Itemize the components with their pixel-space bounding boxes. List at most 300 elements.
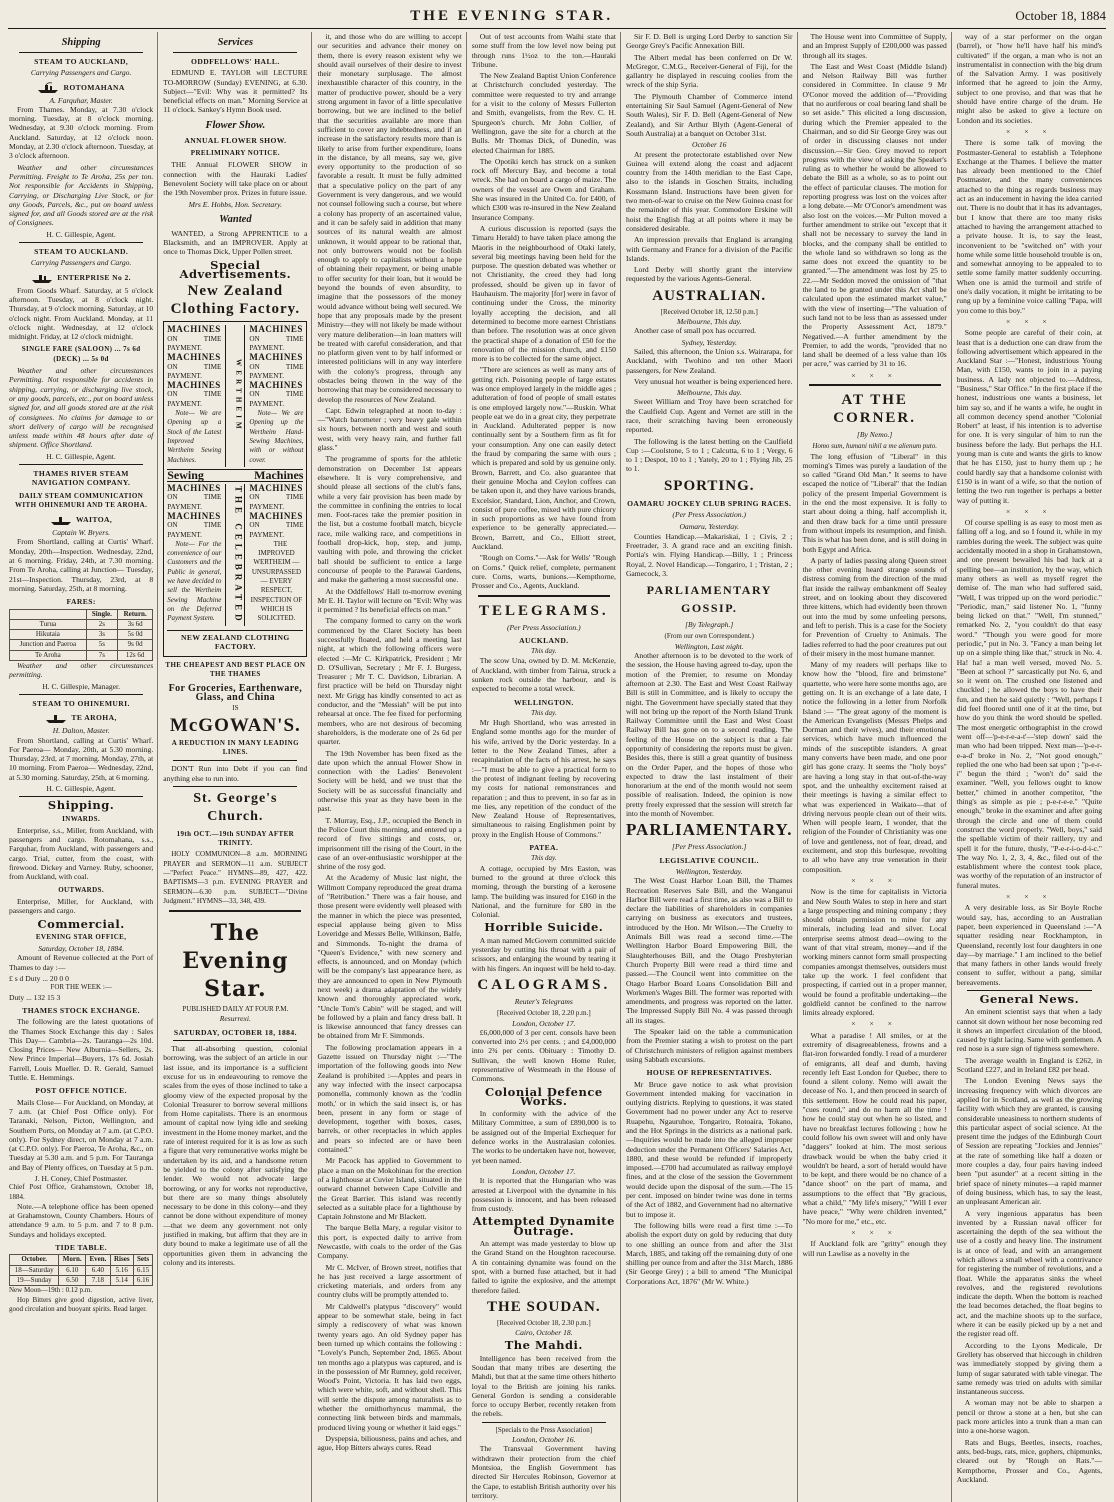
table-cell: 3s 6d xyxy=(118,619,153,629)
table-cell: 12s 6d xyxy=(118,650,153,660)
rule xyxy=(19,464,143,465)
subsection-head: POST OFFICE NOTICE. xyxy=(35,1086,127,1096)
payment-label: ON TIME PAYMENT. xyxy=(249,334,304,352)
table-cell: 3s xyxy=(86,630,117,640)
table-cell: Junction and Paeroa xyxy=(10,640,87,650)
table-row xyxy=(10,609,153,619)
column-5 xyxy=(625,32,798,1502)
duty-today: £ s d Duty ... 20 0 0 xyxy=(9,974,69,984)
column-4 xyxy=(471,32,621,1502)
box-note: Note— For the convenience of our Customers and the Public in general, we have decided to sell the Wertheim Sewing Machine on the Deferred Payment System. xyxy=(167,539,222,623)
table-cell: 5s xyxy=(86,640,117,650)
gossip-corr: (From our own Correspondent.) xyxy=(664,632,754,641)
box-note: Note— We are Opening up the Wertheim Hand-Sewing Machines, with or without cover. xyxy=(249,409,304,464)
news-item: £6,000,000 of 3 per cent. consols have been converted into 2½ per cents. ; and £4,000,000 into 2¾ per cents. Obituary : Timothy D. Sullivan, the well known Home Ruler, representative of Westmeath in the House of Commons. xyxy=(471,1027,616,1084)
dateline: London, October 17. xyxy=(512,1166,576,1176)
machines-label: Machines xyxy=(254,467,304,482)
news-item: The House went into Committee of Supply, and an Imprest Supply of £200,000 was passed through all its stages. xyxy=(802,32,947,60)
soudan-head: THE SOUDAN. xyxy=(487,1298,601,1315)
dateline: Sydney, Yesterday. xyxy=(681,337,737,347)
received-note: [Received October 18, 2.20 p.m.] xyxy=(496,1009,591,1018)
news-item: A woman may not be able to sharpen a pencil or throw a stone at a hen, but she can pack more articles into a trunk than a man can into a one-horse wagon. xyxy=(956,1398,1102,1436)
payment-label: ON TIME PAYMENT. xyxy=(167,334,222,352)
ad-text: WANTED, a Strong APPRENTICE to a Blacksmith, and an IMPROVER. Apply at once to Thomas Dick, Upper Pollen street. xyxy=(163,228,308,257)
news-head: The Mahdi. xyxy=(504,1338,583,1353)
table-header: Even. xyxy=(86,1255,111,1265)
signature: Mrs E. Hobbs, Hon. Secretary. xyxy=(188,199,283,209)
news-item: Dyspepsia, biliousness, pains and aches, and ague, Hop Bitters always cures. Read xyxy=(317,1433,462,1453)
table-cell: Hikutaia xyxy=(10,630,87,640)
payment-label: ON TIME PAYMENT. xyxy=(249,390,304,408)
table-cell: 6.15 xyxy=(133,1265,152,1275)
table-cell: 2s xyxy=(86,619,117,629)
gossip-by: [By Telegraph.] xyxy=(685,620,734,630)
news-item: The following proclamation appears in a Gazette issued on Thursday night :—"The importation of the following goods into New Zealand is prohibited :—Apples and pears in any way infected with the insect carpocapsa pomonella, commonly known as the 'codlin moth,' or in which the said insect is, or has been, present in any form or stage of development, together with boxes, cases, barrels, or other receptacles in which apples and pears so infected are or have been contained." xyxy=(317,1042,462,1155)
dateline: Melbourne, This day. xyxy=(676,317,742,327)
dateline: Cairo, October 18. xyxy=(515,1328,573,1338)
table-header: Return. xyxy=(118,609,153,619)
news-item: The East and West Coast (Middle Island) and Nelson Railway Bill was further considered in Committee. In clause 9 Mr O'Conor moved the addition of—"Providing that no auriferous or coal bearing land shall be so set aside." This elicited a long discussion, during which the Premier appealed to the Chairman, and so did Sir George Grey was out of order in discussing clauses not under discussion.—Sir Geo. Grey moved to report progress with the view of asking the Speaker's ruling as to whether he would be allowed to debate the Bill as a whole, so as to point out the effect of particular clauses. The motion for reporting progress was lost on the voices after a long debate.—Mr O'Conor's amendment was also lost on the voices.—Mr Pulton moved a further amendment to strike out "except that it shall not be necessary to survey the land in blocks, and the company shall be entitled to the whole land so withdrawn so long as the same does not exceed the quantity to be granted."—The amendment was lost by 25 to 22.—Mr Seddon moved the omission of "that the land to be granted under this Act shall be calculated upon the estimated market value," with the view of inserting—"The valuation of such land not to be less than as assessed under the Property Assessment Act, 1879." Negatived.—A further amendment by the Premier, to add the words, "provided that no land shall be deemed of a less value than 10s per acre," was carried by 31 to 16. xyxy=(802,61,947,369)
news-item: Out of test accounts from Waihi state that some stuff from the low level now being put through runs 1½oz to the ton.—Hauraki Tribune. xyxy=(471,32,616,69)
agent-sign: H. C. Gillespie, Manager. xyxy=(42,681,121,691)
ship-name-text: ENTERPRISE No 2. xyxy=(57,272,131,282)
payment-label: ON TIME PAYMENT. xyxy=(249,493,304,511)
separator-marks: × × × xyxy=(851,875,898,885)
ad-subhead: A REDUCTION IN MANY LEADING LINES. xyxy=(171,738,299,756)
news-item: The Opotiki ketch has struck on a sunken rock off Mercury Bay, and become a total wreck. She had on board a cargo of maize. The owners of the vessel are Owen and Graham. She was insured in the United Co. for £400, of which £300 was re-insured in the New Zealand Insurance Company. xyxy=(471,156,616,222)
clothing-factory-footer: NEW ZEALAND CLOTHING FACTORY. xyxy=(167,630,303,652)
machine-label: MACHINES xyxy=(249,380,303,391)
dateline: London, October 17. xyxy=(512,1018,576,1028)
paper-date: SATURDAY, OCTOBER 18, 1884. xyxy=(173,1027,297,1037)
table-row xyxy=(10,640,153,650)
ship-master: H. Dalton, Master. xyxy=(52,726,110,736)
machine-label: MACHINES xyxy=(249,324,303,335)
news-head: Colonial Defence Works. xyxy=(484,1084,603,1108)
celebrated-vertical: THE CELEBRATED xyxy=(225,484,245,625)
table-cell: 9s 0d xyxy=(118,640,153,650)
separator-marks: × × × xyxy=(1006,126,1053,136)
tide-table xyxy=(9,1254,153,1286)
column-text: Many of my readers will perhaps like to know how the "blood, fire and brimstone" quartette, who were here some months ago, are getting on. It is an exchange of a late date, I notice the following in a letter from Norfolk Island :— "The great agony of the moment is the American Evangelists (Messrs Phelps and Dorman and their wives), and their emotional services, which have much influenced the minds of the susceptible islanders. A great many converts have been made, and one poor girl has gone crazy. It seems the "holy boys" are having a long stay in that out-of-the-way spot, and the unhealthy excitement raised at their meetings is having a similar effect to what was experienced in Waikato—that of driving nervous people clean out of their wits. When will people learn, I wonder, that the religion of the Founder of Christianity was one of love and gentleness, not of fear, dread, and excitement, and stop this burlesque, revolting to all who have any true veneration in their composition. xyxy=(802,660,947,874)
column-2 xyxy=(162,32,312,1502)
telegrams-head: TELEGRAMS. xyxy=(479,602,609,619)
table-cell: 6.10 xyxy=(59,1265,86,1275)
machine-right xyxy=(249,484,303,625)
table-row xyxy=(10,619,153,629)
steamship-icon xyxy=(37,82,59,94)
ad-head: STEAM TO AUCKLAND, xyxy=(34,57,129,66)
news-item: Intelligence has been received from the Soudan that many tribes are deserting the Mahdi, but that at the same time others hitherto loyal to the British are joining his ranks. General Gordon is sending a considerable force to occupy Berber, recently retaken from the rebels. xyxy=(471,1353,616,1419)
table-header: Morn. xyxy=(59,1255,86,1265)
rule xyxy=(173,760,297,761)
machine-row xyxy=(167,325,303,466)
rule xyxy=(967,990,1092,991)
news-item: At the Academy of Music last night, the Willmott Company reproduced the great drama of "Retribution." There was a fair house, and those present were evidently well pleased with the manner in which the piece was presented, especial applause being given to Miss Loveridge and Messrs Belle, Wilkinson, Balfe, and Simmonds. To-night the drama of "Queen's Evidence," with new scenery and effects, is announced, and on Monday (which will be the company's last appearance here, as they are announced to open in New Plymouth next week) a drama adaptation of the widely known and thoroughly appreciated work, "Uncle Tom's Cabin" will be staged, and will be followed by a plain and fancy dress ball. It is likewise announced that fancy dresses can be obtained from Mr F. Simmonds. xyxy=(317,873,462,1041)
table-cell: 6.16 xyxy=(133,1275,152,1285)
reuter-label: Reuter's Telegrams xyxy=(514,996,573,1006)
fares-head: FARES: xyxy=(66,597,96,607)
box-note: Note— We are Opening up a Stock of the Latest Improved Wertheim Sewing Machines. xyxy=(167,409,222,464)
payment-label: ON TIME PAYMENT. xyxy=(167,493,222,511)
ship-master: Captain W. Bryers. xyxy=(52,528,111,538)
news-item: The following is the latest betting on the Caulfield Cup :—Coolstone, 5 to 1 ; Calcutta, 6 to 1 ; Vergy, 6 to 1 ; Despot, 10 to 1 ; Yately, 20 to 1 ; Flying Jib, 25 to 1. xyxy=(625,436,793,474)
news-item: The New Zealand Baptist Union Conference at Christchurch concluded yesterday. The committee were requested to try and arrange for a visit to the colony of Messrs Fullerton and Smith, evangelists, from the Rev. C. H. Spurgeon's church. Mr John Collier, of Wellington, gave the site for a church at the Bulls. Mr Thomas Dick, of Dunedin, was elected Chairman for 1885. xyxy=(471,71,616,155)
column-text: There is some talk of moving the Postmaster-General to establish a Telephone Exchange at the Thames. I believe the matter has already been mentioned to the Chief Postmaster, and the many conveniences attached to the thing as regards business may act as an inducement in having the idea carried out. There is no doubt that it has its advantages, but I know that there are too many risks attached to having the arrangement attached to a private house. It is, to say the least, inconvenient to be "switched on" with your home while some little household trouble is on, and somewhat annoying to be appealed to to settle some family matter suddenly occurring. When one is amid the turmoil and strife of one's daily vocation, it might be irritating to be rung up by a feminine voice calling "Papa, will you come to this boy." xyxy=(956,138,1102,315)
table-cell: Turua xyxy=(10,619,87,629)
ad-text: THE Annual FLOWER SHOW in connection with the Hauraki Ladies' Benevolent Society will take place on or about the 19th November prox. Prizes in future issue. xyxy=(163,160,308,198)
corner-head: AT THE CORNER. xyxy=(833,391,917,426)
schedule-text: From Thames. Monday, at 7.30 o'clock morning. Tuesday, at 8 o'clock morning. Wednesday, at 9.30 o'clock morning. From Auckland. Saturday, at 12 o'clock noon. Monday, at 2.30 o'clock afternoon. Tuesday, at 3 o'clock afternoon. xyxy=(9,104,154,161)
news-item: The average wealth in England is £262, in Scotland £227, and in Ireland £82 per head. xyxy=(956,1055,1102,1075)
news-item: The following bills were read a first time :—To abolish the export duty on gold by reducing that duty to one shilling an ounce from and after the 31st March, 1885, and taking off the remaining duty of one shilling per ounce from and after the 31st March, 1886 (Sir George Grey) ; a bill to amend "The Municipal Corporations Act, 1876" (Mr W. White.) xyxy=(625,1220,793,1286)
received-note: [Received October 18, 12.50 p.m.] xyxy=(660,307,758,316)
column-text: The long effusion of "Liberal" in this morning's Times was purely a laudation of the so called "Grand Old Man." It seems to have escaped the notice of "Liberal" that the Indian policy of the present Imperial Government is in the end the most expensive. It is folly to start about doing a thing, half accomplish it, and then draw back for a time until pressure from without impels its resumption, and finish. This is what has been done, and is still doing in both Egypt and Africa. xyxy=(802,451,947,554)
schedule-text: From Goods Wharf. Saturday, at 5 o'clock afternoon. Tuesday, at 8 o'clock night. Thursday, at 9 o'clock morning. Saturday, at 10 o'clock night. From Auckland. Monday, at 11 o'clock night. Wednesday, at 12 o'clock midnight. Friday, at 12 o'clock midnight. xyxy=(9,285,154,342)
agent-sign: H. C. Gillespie, Agent. xyxy=(46,229,116,239)
news-item: Another case of small pox has occurred. xyxy=(633,326,757,336)
column-text: If Auckland folk are "gritty" enough they will run Lawlise as a novelty in the xyxy=(802,1239,947,1258)
ship-master: A. Farquhar, Master. xyxy=(49,95,113,105)
news-item: Very unusual hot weather is being experienced here. xyxy=(633,376,793,386)
ad-head: STEAM TO AUCKLAND. xyxy=(34,247,129,257)
rule xyxy=(19,52,143,53)
machine-left xyxy=(167,484,221,625)
table-cell: 5.16 xyxy=(110,1265,133,1275)
table-cell: 19—Sunday xyxy=(10,1275,59,1285)
news-item: The Transvaal Government having withdrawn their protection from the chief Montsioa, the English Government has directed Sir Hercules Robinson, Governor at the Cape, to establish British authority over his territory. xyxy=(471,1444,616,1500)
masthead xyxy=(8,4,1106,29)
column-7 xyxy=(956,32,1106,1502)
news-item: Sweet William and Troy have been scratched for the Caulfield Cup. Agent and Vernet are still in the race, their scratching having been erroneously reported. xyxy=(625,397,793,435)
news-item: A man named McGovern committed suicide yesterday by cutting his throat with a pair of scissors, and enlarging the wound by tearing it with his fingers. An inquest will be held to-day. xyxy=(471,935,616,973)
machine-label: MACHINES xyxy=(249,352,303,363)
separator-marks: × × × xyxy=(1006,892,1053,902)
table-row xyxy=(10,630,153,640)
news-item: "Rough on Corns."—Ask for Wells' "Rough on Corns." Quick relief, complete, permanent cure. Corns, warts, bunions.—Kempthorne, Prosser and Co., Agents, Auckland. xyxy=(471,553,616,591)
dateline: Wellington, Yesterday. xyxy=(675,866,743,876)
column-text: A party of ladies passing along Queen street the other evening heard strange sounds of distress coming from the direction of the mud flat inside the railway embankment off Sealey street, and on looking about they discovered three kittens, which had evidently been thrown out into the mud by some unfeeling persons, and left to perish. This is a case for the Society for Prevention of Cruelty to Animals. The ladies referred to had the poor creatures put out of their misery in the most humane manner. xyxy=(802,555,947,658)
machine-label: MACHINES xyxy=(249,483,303,494)
news-item: T. Murray, Esq., J.P., occupied the Bench in the Police Court this morning, and entered up a record of five sittings and costs, or, imprisonment till the rising of the Court, in the case of an over-enthusiastic worshipper at the shrine of the rosy god. xyxy=(317,815,462,872)
news-item: The Albert medal has been conferred on Dr W. McGregor, C.M.G., Receiver-General of Fiji, for the gallantry he displayed in rescuing coolies from the wreck of the ship Syria. xyxy=(625,52,793,90)
rule xyxy=(19,242,143,243)
table-cell: 5s 0d xyxy=(118,630,153,640)
column-text: Now is the time for capitalists in Victoria and New South Wales to step in here and start a large prospecting and mining company ; they should obtain permission to mine for any minerals, including lead and silver. Local enterprise seems almost dead—owing to the want of that vital stream, money—and if the working miners cannot form small prospecting companies amongst themselves, outsiders must take up the work. I feel confident that prospecting, if carried out in a proper manner, would be found a profitable undertaking—the goldfield cannot be confined to the narrow limits already explored. xyxy=(802,887,947,1018)
news-item: It is reported that the Hungarian who was arrested at Liverpool with the dynamite in his possession is innocent, and has been released from custody. xyxy=(471,1176,616,1214)
machine-label: MACHINES xyxy=(167,510,221,521)
table-header xyxy=(10,609,87,619)
separator-marks: × × × xyxy=(851,1019,898,1029)
news-item: Counties Handicap.—Makariskai, 1 ; Civis, 2 ; Freetrader, 3. A grand race and an exciting finish. Portia's win. Flying Handicap.—Billy, 1 ; Princess Royal, 2. Novel Handicap.—Tongariro, 1 ; Tristan, 2 ; Gamecock, 3. xyxy=(625,531,793,578)
dateline: Oamaru, Yesterday. xyxy=(679,522,739,532)
news-item: An attempt was made yesterday to blow up the Grand Stand on the Houghton racecourse. A tin containing dynamite was found on the spot, with a burned fuse attached, but it had failed to ignite the explosive, and the attempt therefore failed. xyxy=(471,1239,616,1295)
section-head: Commercial. xyxy=(37,916,125,931)
column-text: Of course spelling is as easy to most men as falling off a log, and so I found it, while in my rambles during the week. The subject was quite accidentally mooted in a shop in Grahamstown, and one present bewailed his bad luck at a spelling bee—an institution, by the way, which many others as well as myself regret the demise of. The man who had suffered said, "Well, I was tripped up on the word periodic." "Periodic, man," said listener No. 1, "funny being licked on that." "Well, I'm stunned," remarked No. 2, "you couldn't do that easy word." "Though you were good for more periodic," put in No. 3. "Fancy a man being let up on a simple thing like that," struck in No. 4. Ha! ha! a man well versed, moved No. 5. "Been at school ?" sarcastically put No. 6, and so it went on. The crushed one listened and chuckled ; he allowed the boys to have their fun, and then he said quietly : "Well, perhaps I did feel floored until one of it at the time, but how do you think the word should be spelled. The most energetic orthographist in the crowd went off—'p-e-r-e-a-t'—'step down' said the man who had been tripped. Next man—'p-e-r-e-a-d' broke in No. 2, "Not good enough," replied the one who had been sat upon ; "p-e-r-i" begun the third ; "won't do" said the examiner. "Well, you fellows ought to know better," chimed in another competitor, "the thing's as simple as pie ; p-e-r-e-e." "Quite enough," broke in the examiner and after going through the circle and one of them could construct the word properly. "Well, boys," said the spellable victim of their raillery, try and spell it for the future, thusly, "P-e-r-i-o-d-i-c." The way No. 1, 2, 3, 4, &c., filed out of the establishment where the contest took place, was worthy of the reputation of an instructor of funeral mutes. xyxy=(956,518,1102,890)
agent-sign: H. C. Gillespie, Agent. xyxy=(46,451,116,461)
separator-marks: × × × xyxy=(1006,506,1053,516)
dateline: Wellington, Last night. xyxy=(674,641,744,651)
section-head: Special Advertisements. xyxy=(179,257,292,282)
news-item: The West Coast Harbor Loan Bill, the Thames Recreation Reserves Sale Bill, and the Wanganui Harbor Bill were read a first time, as also was a Bill to declare the liabilities of shareholders in companies carrying on business as executors and trustees, introduced by the Hon. Mr Wilson.—The Cruelty to Animals Bill was read a second time.—The Wellington Harbor Board Empowering Bill, the Slaughterhouses Bill, and the Otago Presbyterian Church Property Bill were read a third time and passed.—The Council went into committee on the Otago Harbor Board Loans Consolidation Bill and Workmen's Wages Bill. The former was reported with amendments, and progress was reported on the latter. The Impressed Supply Bill No. 4 was passed through all its stages. xyxy=(625,876,793,1025)
wertheim-vertical: WERTHEIM xyxy=(225,325,245,466)
ad-note: Weather and other circumstances Permitting. Freight to Te Aroha, 25s per ton. Not responsible for Accidents in Shipping, Carrying, or Discharging Live Stock, or for any Goods, Parcels, &c., put on board unless signed for, and all Goods stored are at the risk of Consignees. xyxy=(9,162,154,228)
masthead-date: October 18, 1884 xyxy=(1015,8,1106,23)
rule xyxy=(19,796,143,797)
column-3 xyxy=(316,32,466,1502)
news-item: The Speaker laid on the table a communication from the Premier stating a wish to protest on the part of Christchurch ministers of religion against members using Sabbath excursions. xyxy=(625,1027,793,1064)
corner-motto: Homo sum, humani nihil a me alienum puto. xyxy=(812,442,937,451)
news-item: A curious discussion is reported (says the Timaru Herald) to have taken place among the Maoris in the neighbourhood of Otaki lately, several big meetings having been held for the purpose. The question debated was whether or not Christianity, the creed they had long professed, should be given up in favor of Hauhauism. The majority [for] were in favor of continuing under the Cross, the minority loyally accepting the decision, and all determined to become more earnest Christians than before. The resolution was at once given the practical shape of a donation of £50 for the renovation of the mission church, and £150 more is to be collected for the same object. xyxy=(471,223,616,364)
agent-sign: H. C. Gillespie, Agent. xyxy=(46,784,116,793)
rule xyxy=(173,52,297,53)
news-item: The scow Una, owned by D. M. McKenzie, of Auckland, with timber from Tairua, struck a sunken rock outside the harbour, and is expected to become a total wreck. xyxy=(471,656,616,694)
body-text: Amount of Revenue collected at the Port of Thames to day :— xyxy=(9,953,154,972)
section-head: Services xyxy=(217,37,254,48)
church-text: HOLY COMMUNION—8 a.m. MORNING PRAYER and SERMON—11 a.m. SUBJECT—"Perfect Peace." HYMNS—89, 427, 422. BAPTISMS—3 p.m. EVENING PRAYER and SERMON—6.30 p.m. SUBJECT—"Divine Judgment." HYMNS—33, 348, 439. xyxy=(163,850,308,905)
subsection-head: EVENING STAR OFFICE, xyxy=(35,932,127,941)
news-item: Sailed, this afternoon, the Union s.s. Wairarapa, for Auckland, with Twohino and ten other Maori passengers, for New Zealand. xyxy=(625,346,793,375)
separator-marks: × × × xyxy=(851,370,898,380)
section-head: Flower Show. xyxy=(205,119,266,131)
column-text: way of a star performer on the organ (barrel), or "how he'll have half his mind's cultivated" if the organ, a man who is not an instrumentalist in connection with the big drum of the Salvation Army. I was positively informed that he agreed to join the Army, subject to one proviso, and that was that he should have entire charge of the drum. He might also be asked to give a lecture on London and its societies. xyxy=(956,32,1102,125)
subsection-head: OUTWARDS. xyxy=(58,885,105,894)
dateline-head: PATEA. xyxy=(529,843,559,853)
rule xyxy=(19,694,143,695)
table-header: October. xyxy=(10,1255,59,1265)
ship-name xyxy=(9,272,153,284)
section-head: Shipping xyxy=(61,37,101,48)
table-row xyxy=(10,650,153,660)
schedule-text: From Shortland, calling at Curtis' Wharf. Monday, 20th—Inspection. Wednesday, 22nd, at 6 morning. Friday, 24th, at 7.30 morning. From Te Aroha, calling at Junction— Tuesday, 21st—Inspection. Thursday, 23rd, at 8 morning. Saturday, 25th, at 8 morning. xyxy=(9,537,154,593)
editorial-text: That all-absorbing question, colonial borrowing, was the subject of an article in our last issue, and its importance is a sufficient excuse for us in endeavouring to remove the scales from the eyes of those inclined to take a gloomy view of the expected proposal by the Colonial Treasurer to borrow several millions from Home capitalists. There is an enormous amount of capital now lying idle and seeking investment in the Home money market, and the rate of interest required for it is as low as such a figure that very remunerative works might be undertaken by its aid, and a handsome return be yielded to the colony after satisfying the lender. We would not advocate large borrowing, or any for works not reproductive, but there are so many things absolutely necessary to be done in this colony—and they cannot be done without expenditure of money—that we deem any government not only justified in making, but affirm that they are in duty bound to make a legitimate use of all the opportunities given them in advancing the colony and its interests. xyxy=(163,1044,308,1267)
ship-name xyxy=(9,82,153,94)
machine-row xyxy=(167,484,303,625)
table-cell: 7.18 xyxy=(86,1275,111,1285)
paper-subtitle: PUBLISHED DAILY AT FOUR P.M. xyxy=(182,1005,289,1014)
table-row xyxy=(10,1265,153,1275)
machine-label: MACHINES xyxy=(167,352,221,363)
payment-label: ON TIME PAYMENT. xyxy=(249,521,304,539)
dateline: Chief Post Office, Grahamstown, October 18, 1884. xyxy=(9,1183,154,1201)
council-head: LEGISLATIVE COUNCIL. xyxy=(659,855,759,865)
dateline: This day. xyxy=(531,647,557,656)
column-text: Some people are careful of their coin, at least that is a deduction one can draw from the following advertisement which appeared in the Auckland Star :—"Honest, industrious Young Man, with £150, wants to join in a paying business. A lady not objected to.—Address, "Business," Star Office." In the first place if the honest, industrious one wants a business, let him say so, and if he wants a wife, he ought in all common decency spend another "Colonial Robert" at least, if his intention is to advertise for one. It is very singular of him to run the business before the lady. But perhaps the H.I. young man is cute and wants the girls to know that he has £150, just to hurry them up ; he could hardly say that a handsome colonist with £150 is in want of a wife, so that the notion of letting the two run together is perhaps a better way of putting it. xyxy=(956,328,1102,505)
press-assoc: (Per Press Association.) xyxy=(672,510,747,520)
body-text: Enterprise, s.s., Miller, from Auckland, with passengers and cargo. Rotomahana, s.s., Farquhar, from Auckland, with passengers and cargo. Trial, cutter, from the coast, with firewood. Dickey and Varney. Ruby, schooner, from Auckland, with coal. xyxy=(9,825,154,882)
calograms-head: CALOGRAMS. xyxy=(477,976,611,993)
section-head: Shipping. xyxy=(47,798,115,813)
ad-head: THE CHEAPEST AND BEST PLACE ON THE THAMES xyxy=(165,661,306,679)
body-text: Mails Close— For Auckland, on Monday, at 7 a.m. (at Chief Post Office only). For Taranaki, Nelson, Picton, Wellington, and Southern Ports, on Monday at 7 a.m. (at C.P.O. only). For Sydney direct, on Monday at 7 a.m. (at C.P.O. only). For Paeroa, Te Aroha, &c., on Tuesday at 5.30 a.m. and 5 p.m. For Tauranga and Bay of Plenty offices, on Tuesday at 5 p.m. xyxy=(9,1097,154,1172)
dateline: London, October 16. xyxy=(512,1435,576,1445)
corner-byline: [By Nemo.] xyxy=(856,429,893,439)
table-header: Sets xyxy=(133,1255,152,1265)
church-date: 19th OCT.—19th SUNDAY AFTER TRINITY. xyxy=(176,829,295,848)
subsection-head: TIDE TABLE. xyxy=(55,1243,108,1253)
separator-marks: × × × xyxy=(851,1227,898,1237)
ad-note: Weather and other circumstances Permitting. Not responsible for accidents in shipping, carrying, or discharging live stock, or any goods, parcels, etc., put on board unless signed for, and all goods stored are at the risk of consignees. No claims for damage to or short delivery of cargo will be recognised unless made within 48 hours after date of shipment. Office Shortland. xyxy=(9,366,154,450)
news-item: The Plymouth Chamber of Commerce intend entertaining Sir Saul Samuel (Agent-General of New South Wales), Sir F. D. Bell (Agent-General of New Zealand), and Sir Arthur Blyth (Agent-General of South Australia) at a banquet on October 31st. xyxy=(625,91,793,138)
news-item: The London Evening News says the increasing frequency with which divorces are applied for in Scotland, as well as the growing facility with which they are granted, is causing considerable uneasiness to northern students of this particular aspect of social science. At the present time the judges of the Edinburgh Court of Session are repeating "Jockies and Jennies" at the rate of something like half a dozen or more couples a day, four pairs having indeed been "put asunder" at a recent sitting in the brief space of ninety minutes—a rapid manner of doing business, which has, to say the least, an unpleasant American air. xyxy=(956,1076,1102,1207)
sporting-head: SPORTING. xyxy=(663,477,755,494)
news-item: Another afternoon is to be devoted to the work of the session, the House having agreed to-day, upon the motion of the Premier, to resume on Monday afternoon at 2.30. The East and West Coast Railway Bill is still in Committee, and is likely to occupy the night. The Government have specially stated that they will not bring up the report of the North Island Trunk Railway Committee until the East and West Coast Railway Bill has gone on to a second reading. The feeling of the House on the subject is that a fair opportunity of considering the reports must be given. Besides this, there is still a great quantity of business on the Order Paper, and the hopes of those who expected to draw the last instalment of their honorarium at the end of the month would not seem possible of realisation. Indeed, the opinion is now pretty freely expressed that the session will stretch far into the month of November. xyxy=(625,651,793,819)
subsection-head: THAMES STOCK EXCHANGE. xyxy=(22,1005,140,1015)
news-item: Mr Pacock has applied to Government to place a man on the Mokohinau for the erection of a lighthouse at Cuvier Island, situated in the outward channel between Cape Colville and the Great Barrier. This island was recently selected as a suitable place for a lighthouse by Captain Johnstone and Mr Blackett. xyxy=(317,1156,462,1222)
table-cell: 7s xyxy=(86,650,117,660)
duty-week: Duty ... 132 15 3 xyxy=(9,992,61,1002)
news-item: An impression prevails that England is arranging with Germany and France for a division of the Pacific Islands. xyxy=(625,235,793,263)
table-cell: 6.40 xyxy=(86,1265,111,1275)
body-text: Note.—A telephone office has been opened at Grahamstown, County Chambers. Hours of attendance 9 a.m. to 5 p.m. and 7 to 8 p.m. Sundays and holidays excepted. xyxy=(9,1201,154,1239)
australian-head: AUSTRALIAN. xyxy=(652,287,767,304)
news-item: "There are sciences as well as many arts of getting rich. Poisoning people of large estates was once employed largely in the middle ages ; adulteration of food of people of small estates is one employed largely now."—Ruskin. What people eat we do in a great city, they perpetrate in Auckland. Adulterated pepper is now continually sent by a Southern firm as fit for your consumption. Any one can easily detect the fraud by comparing the same with ours ; which is prepared and sold by us genuine only. Brown, Barrett, and Co. also guarantee that their genuine Mocha and Ceylon coffees can be taken upon it, and they have various brands, Excelsior, Standard, Lion, Anchor, and Crown, consist of pure coffee, mixed with pure chicory in such proportions as we have found from experience to be generally appreciated.—Brown, Barrett, and Co., Elliott street, Auckland. xyxy=(471,365,616,552)
payment-label: ON TIME PAYMENT. xyxy=(167,390,222,408)
news-item: Sir F. D. Bell is urging Lord Derby to sanction Sir George Grey's Pacific Annexation Bill. xyxy=(625,32,793,51)
table-cell: 5.14 xyxy=(110,1275,133,1285)
column-text: What a paradise ! All smiles, or at the extremity of disagreeableness, frowns and a flat-iron forwarded fondly. I read of a murderer of emigrants, all deaf and dumb, having recently left East London for Quebec, there to found a silent colony. Nemo will await the decease of No. 1, and then proceed in search of this settlement. How he could read his paper, "cues round," and do no harm all the time ! how he could stay out when he so listed, and have no breakfast lectures following ; how he could follow his own sweet will and only have "daggers" looked at him. The most serious drawback would be when the baby cried it wouldn't be heard, a sort of herald would have to be kept, and there would be no chance of a "dance shoot" on the part of mama, and assumptions to the effect that "By gracious, what a child," "My life's misery," "Will I ever have peace," "Why were children invented," "No more for me," etc., etc. xyxy=(802,1030,947,1226)
ad-text: EDMUND E. TAYLOR will LECTURE TO-MORROW (Sunday) EVENING, at 6.30. Subject—"Evil: Why was it permitted? Its beneficial effects on man." Morning Service at 11 o'clock. Sankey's Hymn Book used. xyxy=(163,68,308,115)
rule xyxy=(169,910,301,913)
news-item: Rats and Bugs, Beetles, insects, roaches, ants, bed-bugs, rats, mice, gophers, chipmunks, cleared out by "Rough on Rats."—Kempthorne, Prosser and Co., Agents, Auckland. xyxy=(956,1437,1102,1484)
wertheim-advert xyxy=(163,321,307,657)
parliamentary-head: PARLIAMENTARY. xyxy=(625,820,793,840)
table-cell: Te Aroha xyxy=(10,650,87,660)
news-item: At the Oddfellows' Hall to-morrow evening Mr E. H. Taylor will lecture on "Evil: Why was it permitted ? Its beneficial effects on man." xyxy=(317,586,462,615)
column-6 xyxy=(802,32,952,1502)
ad-subhead: Carrying Passengers and Cargo. xyxy=(30,258,132,268)
ad-subhead: Carrying Passengers and Cargo. xyxy=(30,68,132,78)
rule xyxy=(478,595,610,598)
fare-line: SINGLE FARE (SALOON) ... 7s 6d (DECK) ... 5s 0d xyxy=(21,345,141,363)
gossip-head: PARLIAMENTARY GOSSIP. xyxy=(646,583,772,616)
steamship-icon xyxy=(31,272,53,284)
ship-name-text: ROTOMAHANA xyxy=(63,82,125,92)
machine-label: MACHINES xyxy=(249,510,303,521)
machine-label: MACHINES xyxy=(167,380,221,391)
signature: J. H. Coney, Chief Postmaster. xyxy=(34,1173,128,1183)
news-item: Lord Derby will shortly grant the interview requested by the various Agents-General. xyxy=(625,265,793,284)
rule xyxy=(173,786,297,787)
ad-head: ANNUAL FLOWER SHOW. xyxy=(184,135,287,145)
news-head: Horrible Suicide. xyxy=(484,920,604,935)
columns xyxy=(8,32,1106,1500)
machine-right xyxy=(249,325,303,466)
subsection-head: INWARDS. xyxy=(62,814,101,823)
payment-label: ON TIME PAYMENT. xyxy=(167,362,222,380)
news-item: Mr Hugh Shortland, who was arrested in England some months ago for the murder of his wife, arrived by the Doric yesterday. In a letter to the New Zealand Times, after a recapitulation of the facts of his arrest, he says :—"I must be able to give a practical form to the protest of indignant feeling by recovering my costs for national remonstrances and reparation ; and thus to prevent, in so far as in me lies, any repetition of the conduct of the New Zealand House of Representatives, simultaneous to raising Englishmen point by proxy in the English House of Commons." xyxy=(471,718,616,839)
advert-text: Hop Bitters give good digestion, active liver, good circulation and buoyant spirits. Read larger. xyxy=(9,1295,154,1313)
general-news-head: General News. xyxy=(979,991,1080,1006)
editorial-text: it, and those who do are willing to accept our securities and advance their money on them, there is every reason existent why we should avail ourselves of their desire to invest their monetary surplusage. The almost inexhaustible character of this country, in the matter of productive power, should be a very strong argument in favor of a little speculative borrowing, but we are inclined to the belief that the securities available are more than sufficient to cover any indebtedness, and if an increase in the satisfactory results more than is likely to arise from further expenditure, loans in the distance, by all means, say we, give every opportunity to the production of so favorable a result. It must be fully admitted that a speculative policy on the part of any Government is very dangerous, and we would not counsel following such a course, but where a colony has property of an ascertained value, and it can be safely said in addition that many sources of its natural wealth are almost unknown, it would appear to be rational that, not only borrowers would not be foolish enough to apply to capitalists without a hope of obtaining their repayment, or being unable to offer security for their loan, but it would be beyond the bounds of even absurdity, to imagine that the possessors of the money would advance without being well secured. We hope that any proposals made by the present Ministry—they will not likely be made without very mature deliberation—in loan matters will be treated with careful consideration, and that no platform given vent to by half informed or interested politicians will in any way interfere with the colony's progress, through any obstacles being thrown in the way of the borrowing that may be considered necessary to develop the resources of New Zealand. xyxy=(317,32,462,404)
paper-motto: Resurrexi. xyxy=(219,1014,251,1024)
ad-subhead: PRELIMINARY NOTICE. xyxy=(190,149,280,158)
rule xyxy=(809,384,941,387)
table-row xyxy=(10,1255,153,1265)
separator-marks: × × × xyxy=(1006,316,1053,326)
ad-head: For Groceries, Earthenware, Glass, and China xyxy=(168,682,303,704)
news-item: The 19th November has been fixed as the date upon which the annual Flower Show in connection with the Ladies' Benevolent Society will be held, and we trust that the Society will be as successful financially and otherwise this year as they have been in the past. xyxy=(317,748,462,814)
dateline-head: WELLINGTON. xyxy=(513,697,574,707)
column-text: A very desirable loss, as Sir Boyle Roche would say, has, according to an Australian paper, been experienced in Queensland :—"A squatter residing near Rockhampton, in Queensland, recently lost four daughters in one day—by marriage." I am inclined to the belief that many fathers in other lands would freely consent to suffer, without a pang, similar bereavements. xyxy=(956,903,1102,987)
masthead-title: THE EVENING STAR. xyxy=(410,7,614,24)
news-item: The barque Bella Mary, a regular visitor to this port, is expected daily to arrive from Newcastle, with coals to the order of the Gas Company. xyxy=(317,1223,462,1261)
news-head: Attempted Dynamite Outrage. xyxy=(472,1214,615,1238)
sewing-label: Sewing xyxy=(167,467,204,482)
ad-head: STEAM TO OHINEMURI. xyxy=(32,698,130,708)
moon-note: New Moon—19th : 0.12 p.m. xyxy=(9,1286,93,1295)
news-item: In conformity with the advice of the Military Committee, a sum of £890,000 is to be assigned out of the Imperial Exchequer for defence works in the Australasian colonies. The works to be undertaken have not, however, yet been named. xyxy=(471,1109,616,1165)
ad-note: Weather and other circumstances permitting. xyxy=(9,661,154,680)
dateline: Saturday, October 18, 1884. xyxy=(38,944,124,954)
ship-name xyxy=(9,514,153,526)
news-item: Mr C. McIver, of Brown street, notifies that he has just received a large assortment of cricketing materials, and orders from any country clubs will be promptly attended to. xyxy=(317,1262,462,1300)
mcgowan-head: McGOWAN'S. xyxy=(169,714,301,736)
machine-label: MACHINES xyxy=(167,324,221,335)
section-head: Wanted xyxy=(219,213,252,225)
is-label: IS xyxy=(232,704,239,713)
ship-name-text: WAITOA, xyxy=(76,514,113,524)
press-assoc: [Per Press Association.] xyxy=(671,842,747,852)
received-note: [Received October 18, 2.30 p.m.] xyxy=(496,1318,591,1327)
clothing-factory-head: New Zealand Clothing Factory. xyxy=(170,283,301,318)
steamship-icon xyxy=(50,514,72,526)
ad-subhead: DAILY STEAM COMMUNICATION WITH OHINEMURI AND TE AROHA. xyxy=(15,491,148,509)
table-header: Rises xyxy=(110,1255,133,1265)
payment-label: ON TIME PAYMENT. xyxy=(249,362,304,380)
news-item: Mr Bruce gave notice to ask what provision Government intended making for vaccination in outlying districts. Replying to questions, it was stated Government had no power under any Act to reserve Ruapehu, Ngauruhoe, Tongariro, Rotoaira, Tokano, and the Hot Springs in the districts as a national park.—Inquiries would be made into the alleged improper deduction under the Permanent Officers' Salaries Act, 1880, and these would be refunded if improperly imposed.—£700 had accumulated as railway employé fines, and at the close of the session the Government would decide upon the disposal of the sum.—The 15 per cent. imposed on binder twine was done in terms of the Act of 1882, and Government had no alternative but to impose it. xyxy=(625,1079,793,1219)
steamship-icon xyxy=(45,712,67,724)
news-item: Capt. Edwin telegraphed at noon to-day :—"Watch barometer ; very heavy gale within six hours, between north and west and south west, with very heavy rain, and further fall glass." xyxy=(317,405,462,453)
house-head: HOUSE OF REPRESENTATIVES. xyxy=(646,1068,772,1078)
dateline-head: AUCKLAND. xyxy=(519,635,569,645)
jockey-head: OAMARU JOCKEY CLUB SPRING RACES. xyxy=(627,498,792,508)
news-item: The company formed to carry on the work commenced by the Claret Society has been successfully floated, and held a meeting last night, at which the following officers were elected :—Mr C. Kirkpatrick, President ; Mr D. O'Sullivan, Secretary ; Mr F. J. Burgess, Treasurer ; Mr T. C. Davidson, Librarian. A first practice will be held on Thursday night next. Mr Grigg has kindly consented to act as conductor, and the "Messiah" will be put into rehearsal at once. The fee fixed for performing members, who are not desirous of becoming shareholders, is the moderate one of 2s 6d per quarter. xyxy=(317,616,462,747)
machine-left xyxy=(167,325,221,466)
table-cell: 6.50 xyxy=(59,1275,86,1285)
ship-name xyxy=(9,712,153,724)
church-head: St. George's Church. xyxy=(193,790,278,824)
box-note: THE IMPROVED WERTHEIM —UNSURPASSED— EVERY RESPECT, INSPECTION OF WHICH IS SOLICITED. xyxy=(250,539,303,623)
rule xyxy=(173,1040,297,1041)
news-item: At present the protectorate established over New Guinea will extend along the coast and adjacent country from the 140th meridian to the East Cape, also to the islands in Goschen Straits, including Kossmann Island. Instructions have been given for two men-of-war to cruise on the New Guinea coast for the remainder of this year. Commodore Erskine will hoist the English flag at all points where it may be considered desirable. xyxy=(625,149,793,233)
body-text: Enterprise, Miller, for Auckland, with passengers and cargo. xyxy=(9,896,154,916)
ship-name-text: TE AROHA, xyxy=(71,712,117,722)
column-1 xyxy=(8,32,158,1502)
table-row xyxy=(10,1275,153,1285)
dateline: October 16 xyxy=(692,140,727,150)
rule xyxy=(482,1422,606,1423)
news-item: An eminent scientist says that when a lady cannot sit down without her nose becoming red it shows an imperfect circulation of the blood, caused by tight lacing. Same with gentlemen. A red nose is a sure sign of tightness somewhere. xyxy=(956,1007,1102,1054)
dateline: This day. xyxy=(531,854,557,863)
dateline: Melbourne, This day. xyxy=(676,388,742,398)
week-label: FOR THE WEEK :— xyxy=(50,983,112,992)
news-item: A very ingenious apparatus has been invented by a Russian naval officer for ascertaining the depth of the sea without the use of a costly and heavy line. The instrument is at once of lead, and with an arrangement which allows a small wheel with a contrivance for registering the number of revolutions, and a float. While the apparatus sinks the wheel revolves, and the registered revolutions indicate the depth. When the bottom is reached the lead becomes detached, the float begins to act, and the machine shoots up to the surface, where it can be easily picked up by a net and the register read off. xyxy=(956,1208,1102,1339)
specials-label: [Specials to the Press Association] xyxy=(495,1425,593,1434)
table-cell: 18—Saturday xyxy=(10,1265,59,1275)
table-header: Single. xyxy=(86,609,117,619)
news-item: A cottage, occupied by Mrs Easton, was burned to the ground at three o'clock this morning, through the bursting of a kerosene lamp. The building was insured for £160 in the National, and the furniture for £80 in the Colonial. xyxy=(471,863,616,920)
payment-label: ON TIME PAYMENT. xyxy=(167,521,222,539)
news-item: According to the Lyons Medicale, Dr Grellety has observed that hiccough in children was immediately stopped by giving them a lump of sugar saturated with table vinegar. The same remedy was tried on adults with similar instantaneous success. xyxy=(956,1340,1102,1397)
schedule-text: From Shortland, calling at Curtis' Wharf. For Paeroa— Monday, 20th, at 5.30 morning. Thursday, 23rd, at 7 morning. Monday, 27th, at 10 morning. From Paeroa— Wednesday, 22nd, at 5.30 morning. Saturday, 25th, at 6 morning. xyxy=(9,735,154,782)
ad-head: THAMES RIVER STEAM NAVIGATION COMPANY. xyxy=(31,468,131,488)
ad-head: ODDFELLOWS' HALL. xyxy=(191,57,280,66)
paper-title: The Evening Star. xyxy=(182,920,289,1003)
ad-text: DON'T Run into Debt if you can find anything else to run into. xyxy=(163,764,308,783)
fares-table xyxy=(9,609,153,661)
body-text: The following are the latest quotations of the Thames Stock Exchange this day : Sales This Day— Cambria—2s. Tauranga—2s 10d. Closing Prices— New Alburnia—Sellers, 2s. New Prince Imperial—Buyers, 17s 6d. Josiah Farrell, Louis Mueller. D. R. Gerald, Samuel Tuttle. E. Hemmings. xyxy=(9,1017,154,1083)
